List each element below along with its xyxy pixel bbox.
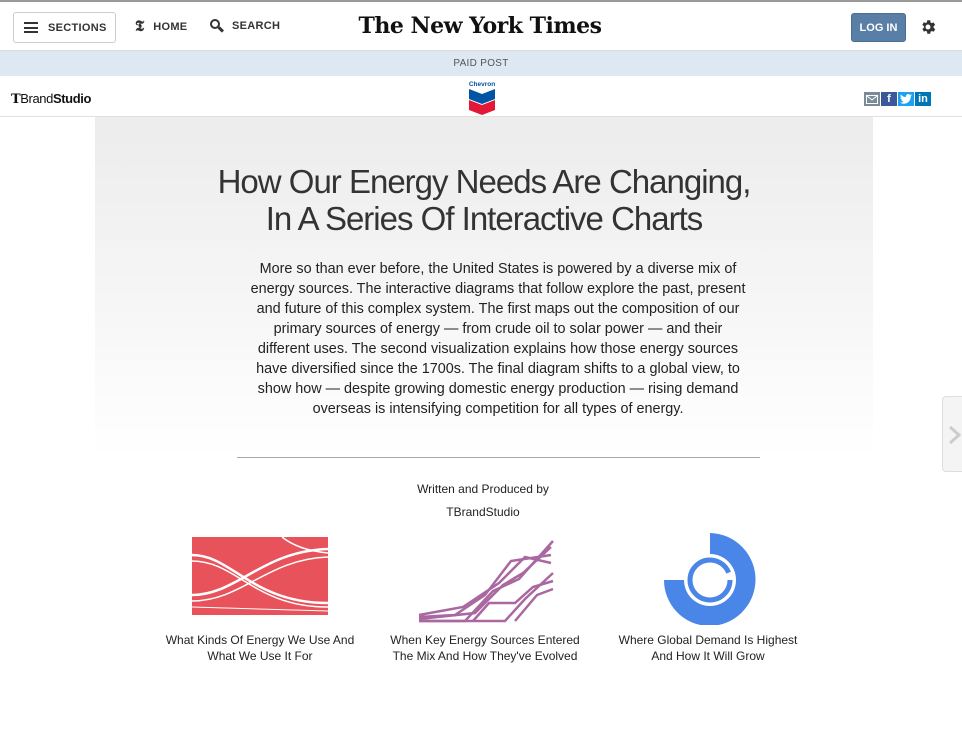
card-energy-uses[interactable] bbox=[160, 533, 360, 664]
brand-row bbox=[0, 76, 962, 117]
login-button[interactable]: LOG IN bbox=[851, 13, 906, 42]
credit-line: Written and Produced by bbox=[417, 482, 549, 496]
sections-button[interactable] bbox=[13, 12, 116, 43]
share-bar bbox=[864, 92, 931, 106]
card-caption-line-2: What We Use It For bbox=[207, 649, 313, 663]
card-global-demand[interactable] bbox=[608, 533, 808, 664]
global-demand-icon bbox=[658, 533, 758, 625]
card-caption-line-2: The Mix And How They've Evolved bbox=[392, 649, 578, 663]
gear-icon[interactable] bbox=[919, 18, 937, 36]
card-energy-timeline[interactable] bbox=[385, 533, 585, 664]
email-icon bbox=[866, 95, 878, 104]
linkedin-icon: in bbox=[918, 93, 928, 105]
sponsor-name: Chevron bbox=[468, 81, 496, 88]
divider bbox=[237, 457, 760, 458]
search-icon bbox=[210, 19, 224, 33]
facebook-share-button[interactable] bbox=[881, 92, 897, 106]
search-button[interactable] bbox=[210, 19, 280, 33]
card-caption-line-2: And How It Will Grow bbox=[651, 649, 765, 663]
tbrand-studio: Studio bbox=[52, 91, 92, 106]
sections-label: SECTIONS bbox=[48, 21, 107, 34]
energy-flow-icon bbox=[192, 533, 328, 615]
paid-post-banner: PAID POST bbox=[0, 51, 962, 76]
card-caption-line-1: When Key Energy Sources Entered bbox=[390, 633, 580, 647]
home-label: HOME bbox=[153, 20, 188, 33]
nyt-logo[interactable]: The New York Times bbox=[358, 13, 602, 39]
top-nav-bar bbox=[0, 0, 962, 51]
tbrand-studio-logo[interactable] bbox=[11, 91, 91, 107]
twitter-share-button[interactable] bbox=[898, 92, 914, 106]
headline-line-2: In A Series Of Interactive Charts bbox=[265, 200, 703, 237]
linkedin-share-button[interactable] bbox=[915, 92, 931, 106]
chevron-right-icon bbox=[947, 425, 961, 445]
chevron-logo[interactable] bbox=[466, 79, 498, 115]
hamburger-icon bbox=[24, 22, 38, 33]
card-caption-line-1: Where Global Demand Is Highest bbox=[618, 633, 798, 647]
search-label: SEARCH bbox=[232, 20, 281, 32]
card-caption-line-1: What Kinds Of Energy We Use And bbox=[165, 633, 355, 647]
nyt-t-icon: 𝕿 bbox=[135, 17, 145, 35]
credit-author: TBrandStudio bbox=[446, 505, 520, 519]
tbrand-brand: Brand bbox=[20, 91, 53, 106]
home-link[interactable] bbox=[135, 19, 187, 34]
next-article-tab[interactable] bbox=[942, 396, 962, 472]
twitter-icon bbox=[900, 94, 912, 104]
energy-timeline-icon bbox=[415, 533, 555, 625]
tbrand-t: T bbox=[11, 92, 21, 107]
credit-block bbox=[383, 478, 583, 524]
facebook-icon: f bbox=[887, 93, 891, 105]
email-share-button[interactable] bbox=[864, 92, 880, 106]
headline-line-1: How Our Energy Needs Are Changing, bbox=[217, 163, 751, 200]
intro-paragraph: More so than ever before, the United States is powered by a diverse mix of energy sources. The interactive diagrams that follow explore the past, present and future of this complex system. The first maps out the composition of our primary sources of energy — from crude oil to solar power — and their different uses. The second visualization explains how those energy sources have diversified since the 1700s. The final diagram shifts to a global view, to show how — despite growing domestic energy production — rising demand overseas is intensifying competition for all types of energy. bbox=[250, 261, 746, 417]
page-title bbox=[95, 163, 873, 237]
